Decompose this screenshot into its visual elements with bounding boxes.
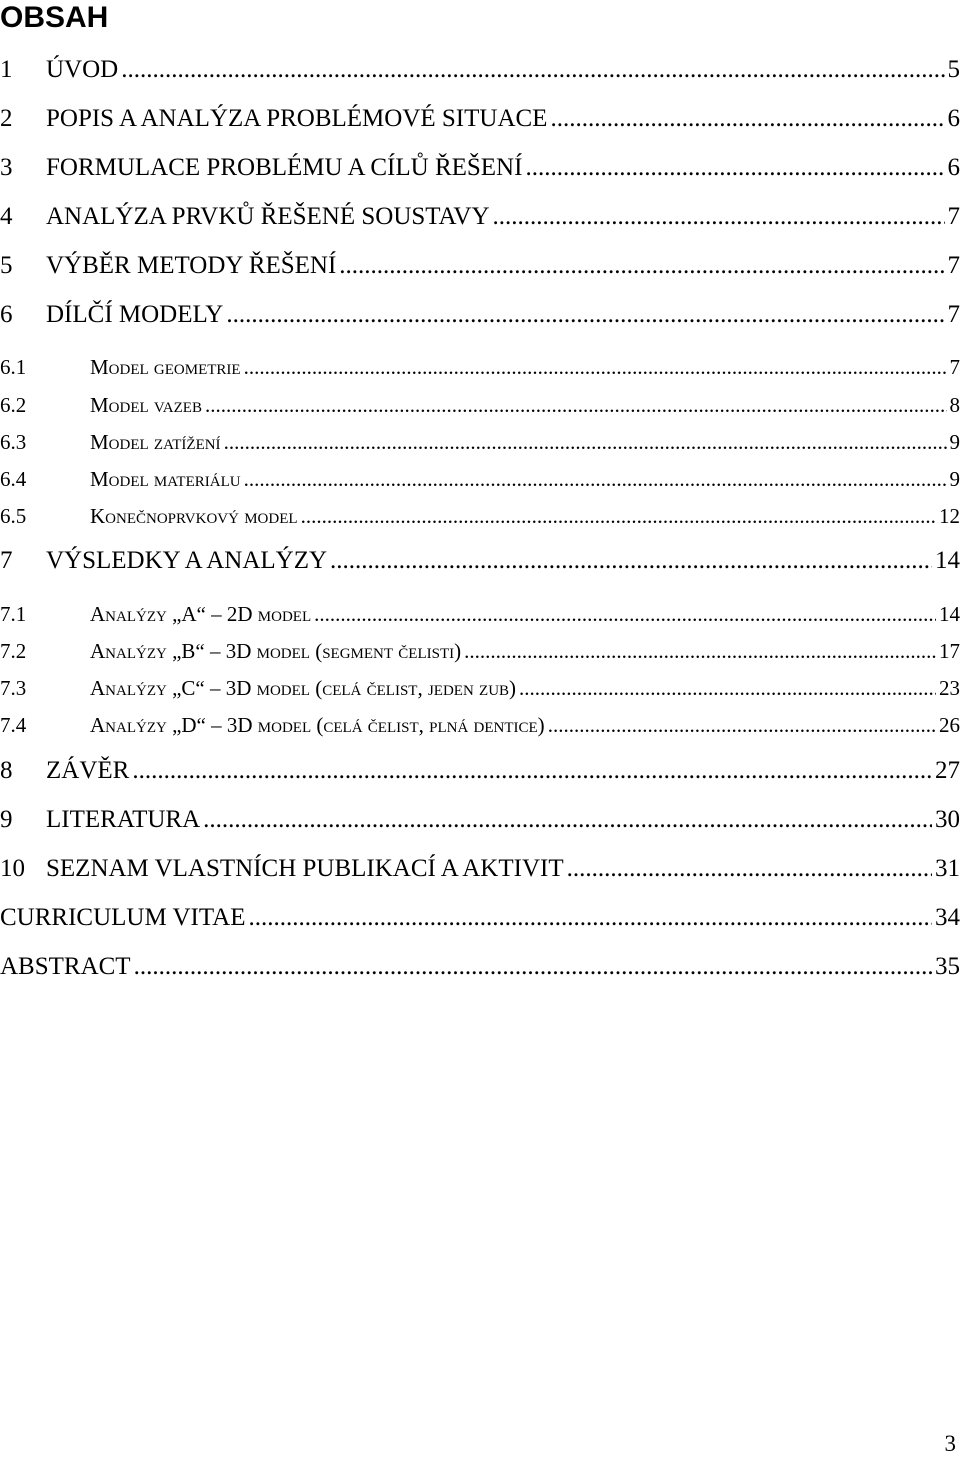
toc-entry-page: 26 — [939, 713, 960, 737]
toc-entry-title: ÚVOD — [46, 56, 119, 83]
toc-entry[interactable] — [0, 851, 960, 883]
toc-leader-dots — [301, 504, 936, 529]
toc-entry[interactable] — [0, 248, 960, 280]
toc-entry-title: FORMULACE PROBLÉMU A CÍLŮ ŘEŠENÍ — [46, 154, 523, 181]
toc-entry-title: DÍLČÍ MODELY — [46, 301, 224, 328]
toc-leader-dots — [519, 676, 936, 701]
toc-leader-dots — [314, 602, 936, 627]
toc-entry-title: VÝSLEDKY A ANALÝZY — [46, 547, 328, 574]
toc-entry-page: 35 — [935, 953, 960, 980]
toc-entry[interactable] — [0, 753, 960, 785]
toc-leader-dots — [339, 252, 944, 280]
toc-entry-page: 30 — [935, 806, 960, 833]
toc-entry-page: 7 — [947, 203, 960, 230]
toc-leader-dots — [226, 301, 944, 329]
toc-subentry[interactable] — [0, 632, 960, 664]
toc-subentry[interactable] — [0, 706, 960, 738]
toc-entry-page: 5 — [947, 56, 960, 83]
toc-subentry[interactable] — [0, 460, 960, 492]
toc-leader-dots — [567, 855, 932, 883]
toc-entry-title: CURRICULUM VITAE — [0, 904, 246, 931]
toc-entry-page: 12 — [939, 504, 960, 528]
toc-entry-page: 7 — [947, 301, 960, 328]
toc-leader-dots — [224, 430, 947, 455]
toc-entry-number: 9 — [0, 806, 13, 833]
toc-subentry[interactable] — [0, 669, 960, 701]
toc-subentry[interactable] — [0, 348, 960, 380]
toc-entry-page: 7 — [949, 355, 960, 379]
toc-entry-number: 4 — [0, 203, 13, 230]
toc-entry-number: 10 — [0, 855, 25, 882]
toc-entry-number: 7.4 — [0, 713, 27, 737]
toc-entry-number: 7.2 — [0, 639, 27, 663]
toc-entry-page: 14 — [935, 547, 960, 574]
toc-entry-page: 9 — [949, 467, 960, 491]
toc-entry-number: 2 — [0, 105, 13, 132]
toc-entry-title: Model geometrie — [90, 355, 241, 379]
toc-leader-dots — [248, 904, 932, 932]
toc-leader-dots — [244, 467, 947, 492]
toc-entry-number: 7.1 — [0, 602, 27, 626]
page-number: 3 — [944, 1431, 956, 1456]
toc-entry-number: 6.5 — [0, 504, 27, 528]
toc-leader-dots — [548, 713, 936, 738]
toc-entry-number: 8 — [0, 757, 13, 784]
toc-leader-dots — [134, 953, 932, 981]
toc-leader-dots — [203, 806, 932, 834]
toc-leader-dots — [132, 757, 932, 785]
toc-entry[interactable] — [0, 802, 960, 834]
toc-entry-page: 27 — [935, 757, 960, 784]
toc-entry-title: Analýzy „D“ – 3D model (celá čelist, plná dentice) — [90, 713, 545, 737]
toc-heading: OBSAH — [0, 1, 109, 34]
toc-entry-number: 6.3 — [0, 430, 27, 454]
toc-entry-page: 9 — [949, 430, 960, 454]
toc-entry-title: Model zatížení — [90, 430, 221, 454]
toc-leader-dots — [550, 105, 944, 133]
toc-subentry[interactable] — [0, 497, 960, 529]
toc-entry[interactable] — [0, 297, 960, 329]
toc-entry-page: 17 — [939, 639, 960, 663]
toc-entry[interactable] — [0, 949, 960, 981]
toc-leader-dots — [330, 547, 932, 575]
toc-entry-page: 8 — [949, 393, 960, 417]
toc-entry-title: Analýzy „B“ – 3D model (segment čelisti) — [90, 639, 462, 663]
toc-entry[interactable] — [0, 199, 960, 231]
toc-entry-page: 7 — [947, 252, 960, 279]
toc-entry-page: 34 — [935, 904, 960, 931]
toc-entry[interactable] — [0, 101, 960, 133]
toc-entry-number: 3 — [0, 154, 13, 181]
toc-entry-number: 6.2 — [0, 393, 27, 417]
toc-entry-title: Analýzy „C“ – 3D model (celá čelist, jeden zub) — [90, 676, 517, 700]
toc-entry-title: SEZNAM VLASTNÍCH PUBLIKACÍ A AKTIVIT — [46, 855, 564, 882]
toc-subentry[interactable] — [0, 423, 960, 455]
toc-entry-page: 6 — [947, 105, 960, 132]
toc-entry-title: Model vazeb — [90, 393, 202, 417]
toc-entry-title: POPIS A ANALÝZA PROBLÉMOVÉ SITUACE — [46, 105, 548, 132]
toc-entry[interactable] — [0, 150, 960, 182]
toc-entry-page: 23 — [939, 676, 960, 700]
toc-entry-title: Konečnoprvkový model — [90, 504, 298, 528]
toc-entry-page: 31 — [935, 855, 960, 882]
toc-entry-number: 1 — [0, 56, 13, 83]
toc-subentry[interactable] — [0, 595, 960, 627]
toc-leader-dots — [464, 639, 936, 664]
toc-leader-dots — [493, 203, 945, 231]
toc-entry-number: 6.4 — [0, 467, 27, 491]
toc-entry-number: 7.3 — [0, 676, 27, 700]
toc-entry-title: Model materiálu — [90, 467, 241, 491]
toc-entry-title: ABSTRACT — [0, 953, 131, 980]
toc-entry-title: Analýzy „A“ – 2D model — [90, 602, 312, 626]
toc-entry-title: VÝBĚR METODY ŘEŠENÍ — [46, 252, 337, 279]
toc-leader-dots — [525, 154, 944, 182]
toc-entry-title: ZÁVĚR — [46, 757, 130, 784]
toc-entry-number: 6 — [0, 301, 13, 328]
toc-entry-number: 6.1 — [0, 355, 27, 379]
toc-entry-title: LITERATURA — [46, 806, 201, 833]
toc-entry-page: 6 — [947, 154, 960, 181]
toc-entry[interactable] — [0, 543, 960, 575]
toc-subentry[interactable] — [0, 386, 960, 418]
toc-entry-number: 5 — [0, 252, 13, 279]
toc-entry-title: ANALÝZA PRVKŮ ŘEŠENÉ SOUSTAVY — [46, 203, 490, 230]
toc-leader-dots — [121, 56, 944, 84]
toc-leader-dots — [205, 393, 947, 418]
toc-leader-dots — [244, 355, 947, 380]
toc-entry-number: 7 — [0, 547, 13, 574]
toc-entry[interactable] — [0, 52, 960, 84]
toc-entry[interactable] — [0, 900, 960, 932]
toc-entry-page: 14 — [939, 602, 960, 626]
